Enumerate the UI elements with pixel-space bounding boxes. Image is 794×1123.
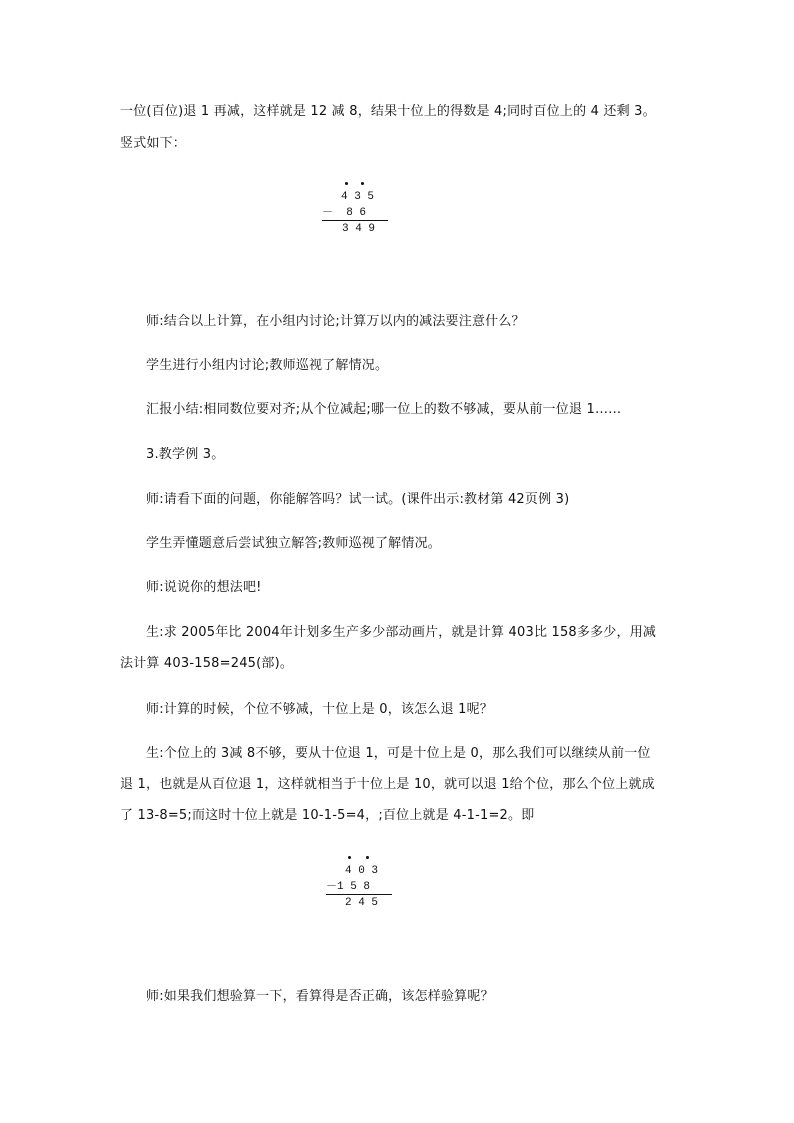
text-line-1: 一位(百位)退 1 再减，这样就是 12 减 8，结果十位上的得数是 4;同时百位上的 4 还剩 3。 (120, 104, 656, 119)
text-line-7: 师:请看下面的问题，你能解答吗？试一试。(课件出示:教材第 42页例 3) (146, 492, 570, 507)
minuend: 4 3 5 (341, 191, 375, 203)
difference: 3 4 9 (342, 223, 376, 235)
text-line-6: 3.教学例 3。 (146, 447, 225, 462)
text-line-2: 竖式如下： (120, 136, 187, 151)
result-rule (322, 220, 388, 221)
subtrahend: －1 5 8 (326, 881, 371, 893)
text-line-12: 师:计算的时候，个位不够减，十位上是 0，该怎么退 1呢？ (146, 702, 493, 717)
vertical-subtraction-2 (320, 850, 410, 920)
result-rule (326, 894, 392, 895)
text-line-8: 学生弄懂题意后尝试独立解答;教师巡视了解情况。 (146, 536, 441, 551)
text-line-3: 师:结合以上计算，在小组内讨论;计算万以内的减法要注意什么？ (146, 314, 525, 329)
subtrahend: － 8 6 (322, 207, 367, 219)
text-line-13: 生:个位上的 3减 8不够，要从十位退 1，可是十位上是 0，那么我们可以继续从前一位 (146, 746, 651, 761)
text-line-5: 汇报小结:相同数位要对齐;从个位减起;哪一位上的数不够减，要从前一位退 1…… (146, 402, 622, 417)
vertical-subtraction-1 (318, 176, 408, 248)
text-line-9: 师:说说你的想法吧! (146, 580, 262, 595)
borrow-dot (366, 856, 369, 859)
borrow-dot (348, 856, 351, 859)
borrow-dot (361, 182, 364, 185)
minuend: 4 0 3 (345, 865, 379, 877)
borrow-dot (345, 182, 348, 185)
text-line-10: 生:求 2005年比 2004年计划多生产多少部动画片，就是计算 403比 158多多少，用减 (146, 625, 657, 640)
difference: 2 4 5 (345, 897, 379, 909)
text-line-16: 师:如果我们想验算一下，看算得是否正确，该怎样验算呢？ (146, 989, 494, 1004)
text-line-4: 学生进行小组内讨论;教师巡视了解情况。 (146, 358, 389, 373)
text-line-14: 退 1，也就是从百位退 1，这样就相当于十位上是 10，就可以退 1给个位，那么个位上就成 (120, 777, 655, 792)
text-line-15: 了 13-8=5;而这时十位上就是 10-1-5=4，;百位上就是 4-1-1=2。即 (120, 808, 535, 823)
text-line-11: 法计算 403-158=245(部)。 (120, 656, 294, 671)
